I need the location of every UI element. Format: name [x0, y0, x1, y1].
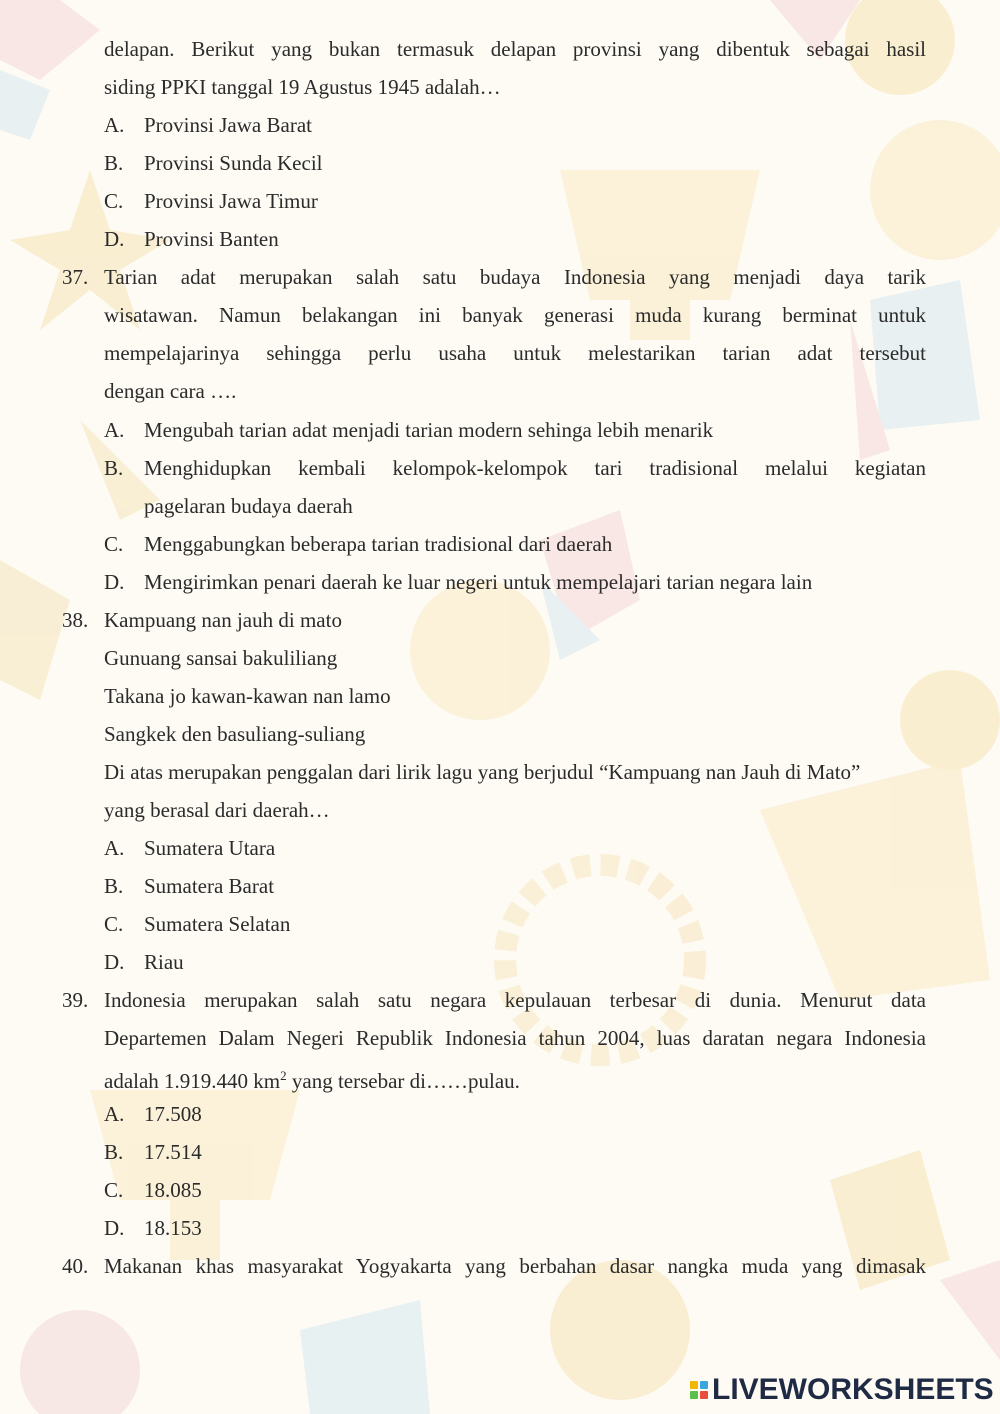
q37-stem-line-3: mempelajarinya sehingga perlu usaha untuk melestarikan tarian adat tersebut [104, 341, 926, 365]
q37-option-b-line-2: pagelaran budaya daerah [144, 494, 353, 518]
liveworksheets-logo[interactable] [690, 1370, 994, 1410]
q37-option-d[interactable]: D. Mengirimkan penari daerah ke luar negeri untuk mempelajari tarian negara lain [104, 570, 813, 594]
q37-stem-line-4: dengan cara …. [104, 379, 237, 403]
q38-option-a[interactable]: A. Sumatera Utara [104, 836, 276, 860]
q38-lyric-line-3: Takana jo kawan-kawan nan lamo [104, 684, 391, 708]
logo-mark-tile [700, 1381, 708, 1389]
q37-option-b[interactable]: Menghidupkan kembali kelompok-kelompok tari tradisional melalui kegiatan [144, 456, 926, 480]
q37-stem-line-1: Tarian adat merupakan salah satu budaya Indonesia yang menjadi daya tarik [104, 265, 926, 289]
q40-number: 40. [62, 1254, 89, 1278]
q38-lyric-line-1: Kampuang nan jauh di mato [104, 608, 342, 632]
q37-number: 37. [62, 265, 89, 289]
q38-lyric-line-2: Gunuang sansai bakuliliang [104, 646, 338, 670]
logo-mark-tile [690, 1381, 698, 1389]
q38-option-d[interactable]: D. Riau [104, 950, 184, 974]
q38-number: 38. [62, 608, 89, 632]
logo-text: LIVEWORKSHEETS [712, 1373, 994, 1406]
q37-stem-line-2: wisatawan. Namun belakangan ini banyak generasi muda kurang berminat untuk [104, 303, 926, 327]
q37-option-b-letter: B. [104, 456, 124, 480]
q39-stem-line-1: Indonesia merupakan salah satu negara kepulauan terbesar di dunia. Menurut data [104, 988, 926, 1012]
q40-stem-line-1: Makanan khas masyarakat Yogyakarta yang berbahan dasar nangka muda yang dimasak [104, 1254, 926, 1278]
q39-stem-line-3: adalah 1.919.440 $km^2$ yang tersebar di……pulau. [104, 1068, 520, 1093]
q39-option-b[interactable]: B. 17.514 [104, 1140, 202, 1164]
q39-option-d[interactable]: D. 18.153 [104, 1216, 202, 1240]
logo-mark-tile [700, 1391, 708, 1399]
q36-option-c[interactable]: C. Provinsi Jawa Timur [104, 189, 318, 213]
q38-lyric-line-4: Sangkek den basuliang-suliang [104, 722, 366, 746]
q39-option-a[interactable]: A. 17.508 [104, 1102, 202, 1126]
logo-mark-tile [690, 1391, 698, 1399]
q37-option-a[interactable]: A. Mengubah tarian adat menjadi tarian modern sehinga lebih menarik [104, 418, 714, 442]
q38-option-c[interactable]: C. Sumatera Selatan [104, 912, 291, 936]
q39-number: 39. [62, 988, 89, 1012]
q36-option-a[interactable]: A. Provinsi Jawa Barat [104, 113, 312, 137]
q37-option-c[interactable]: C. Menggabungkan beberapa tarian tradisional dari daerah [104, 532, 613, 556]
q36-option-d[interactable]: D. Provinsi Banten [104, 227, 279, 251]
q38-stem-line-1: Di atas merupakan penggalan dari lirik lagu yang berjudul “Kampuang nan Jauh di Mato” [104, 760, 861, 784]
q38-stem-line-2: yang berasal dari daerah… [104, 798, 330, 822]
q38-option-b[interactable]: B. Sumatera Barat [104, 874, 275, 898]
q39-option-c[interactable]: C. 18.085 [104, 1178, 202, 1202]
q36-option-b[interactable]: B. Provinsi Sunda Kecil [104, 151, 323, 175]
q39-stem-line-2: Departemen Dalam Negeri Republik Indonesia tahun 2004, luas daratan negara Indonesia [104, 1026, 926, 1050]
q36-stem-line-1: delapan. Berikut yang bukan termasuk delapan provinsi yang dibentuk sebagai hasil [104, 37, 926, 61]
q36-stem-line-2: siding PPKI tanggal 19 Agustus 1945 adalah… [104, 75, 501, 99]
logo-mark-icon [690, 1381, 708, 1399]
